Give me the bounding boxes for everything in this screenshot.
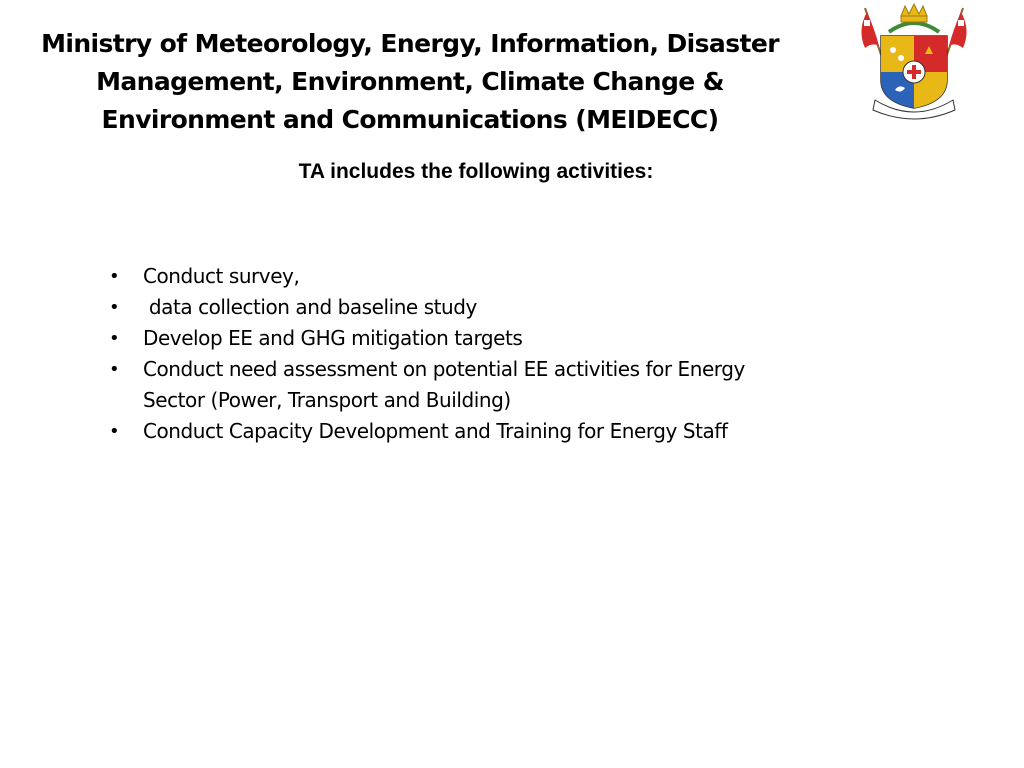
bullet-icon: •: [109, 266, 120, 287]
subtitle: TA includes the following activities:: [298, 160, 654, 183]
list-item: [107, 292, 807, 323]
crown: [901, 4, 927, 16]
title-line: Environment and Communications (MEIDECC): [101, 104, 719, 134]
bullet-icon: •: [109, 297, 120, 318]
bullet-icon: •: [109, 359, 120, 380]
list-item-text: data collection and baseline study: [143, 295, 477, 319]
activities-list: [107, 261, 807, 447]
list-item: [107, 416, 807, 447]
list-item-text: Conduct survey,: [143, 264, 300, 288]
flag-right: [949, 12, 967, 48]
list-item: [107, 354, 807, 416]
title-line: Ministry of Meteorology, Energy, Information, Disaster: [41, 28, 779, 58]
title-line: Management, Environment, Climate Change &: [96, 66, 724, 96]
slide-title: [30, 25, 790, 139]
list-item-text: Develop EE and GHG mitigation targets: [143, 326, 523, 350]
bullet-icon: •: [109, 421, 120, 442]
list-item-text: Conduct Capacity Development and Training for Energy Staff: [143, 419, 728, 443]
bullet-icon: •: [109, 328, 120, 349]
flag-left: [861, 12, 879, 48]
coat-of-arms-logo: [851, 2, 977, 122]
list-item: [107, 323, 807, 354]
flag-left-canton: [864, 20, 870, 26]
list-item-text: Conduct need assessment on potential EE activities for Energy Sector (Power, Transport and Building): [143, 357, 745, 412]
wreath: [889, 23, 939, 32]
list-item: [107, 261, 807, 292]
flag-right-canton: [958, 20, 964, 26]
